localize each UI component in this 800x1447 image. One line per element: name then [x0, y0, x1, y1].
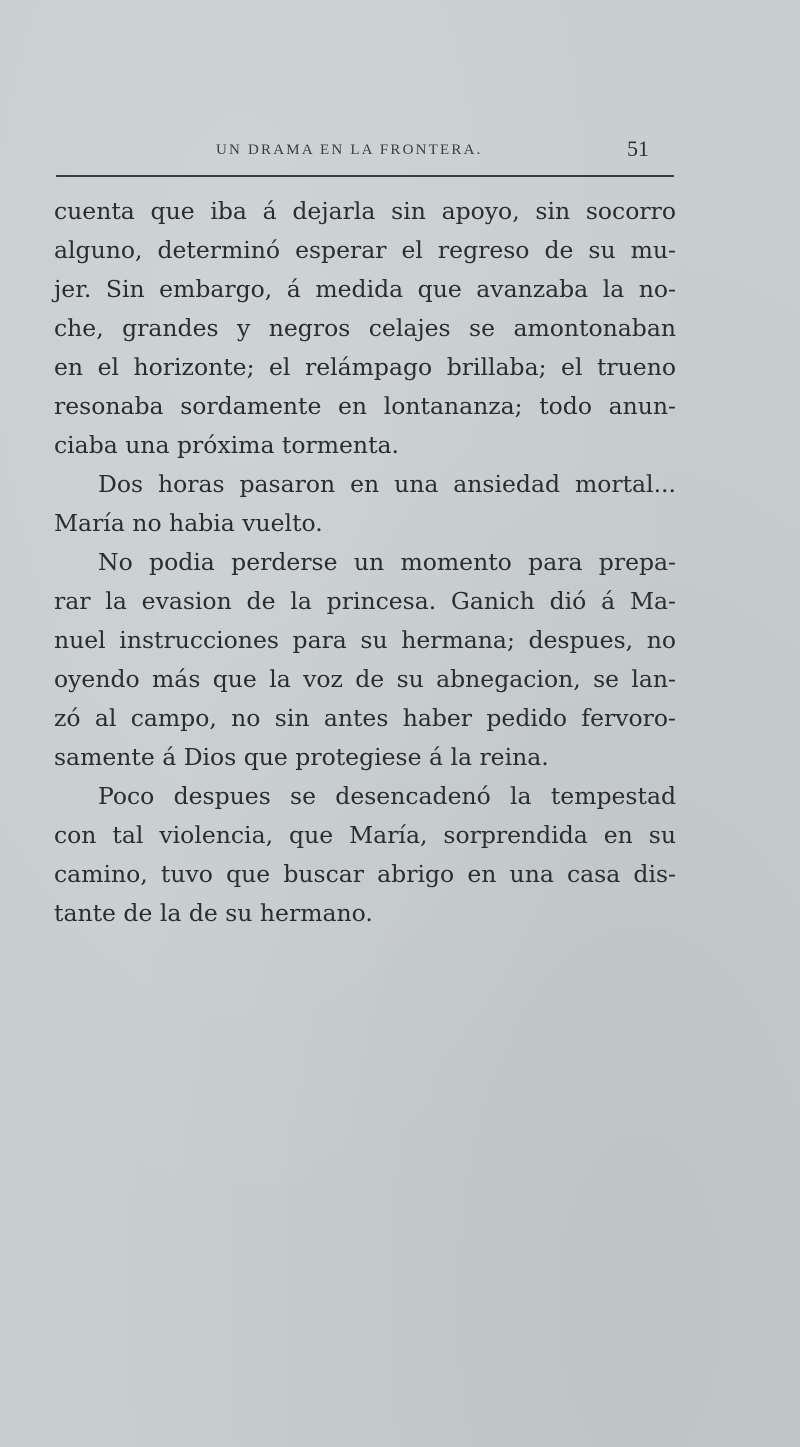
text-line: che, grandes y negros celajes se amontonaban [54, 314, 676, 342]
page-number: 51 [627, 136, 649, 161]
text-line: ciaba una próxima tormenta. [54, 431, 399, 459]
running-head-title: UN DRAMA EN LA FRONTERA. [216, 142, 483, 158]
text-line: con tal violencia, que María, sorprendida en su [54, 821, 676, 849]
text-line: resonaba sordamente en lontananza; todo anun- [54, 392, 676, 420]
header-rule [56, 175, 674, 177]
text-line: en el horizonte; el relámpago brillaba; el trueno [54, 353, 676, 381]
paragraph-start-line: Poco despues se desencadenó la tempestad [98, 782, 676, 810]
body-text [54, 192, 676, 933]
text-line: María no habia vuelto. [54, 509, 323, 537]
text-line: oyendo más que la voz de su abnegacion, se lan- [54, 665, 676, 693]
text-line: alguno, determinó esperar el regreso de su mu- [54, 236, 676, 264]
paragraph-start-line: No podia perderse un momento para prepa- [98, 548, 676, 576]
paragraph-start-line: Dos horas pasaron en una ansiedad mortal... [98, 470, 676, 498]
text-line: cuenta que iba á dejarla sin apoyo, sin socorro [54, 197, 676, 225]
text-line: jer. Sin embargo, á medida que avanzaba la no- [54, 275, 676, 303]
text-line: rar la evasion de la princesa. Ganich dió á Ma- [54, 587, 676, 615]
text-line: tante de la de su hermano. [54, 899, 373, 927]
text-line: zó al campo, no sin antes haber pedido fervoro- [54, 704, 676, 732]
text-line: nuel instrucciones para su hermana; despues, no [54, 626, 676, 654]
text-line: samente á Dios que protegiese á la reina. [54, 743, 549, 771]
text-line: camino, tuvo que buscar abrigo en una casa dis- [54, 860, 676, 888]
